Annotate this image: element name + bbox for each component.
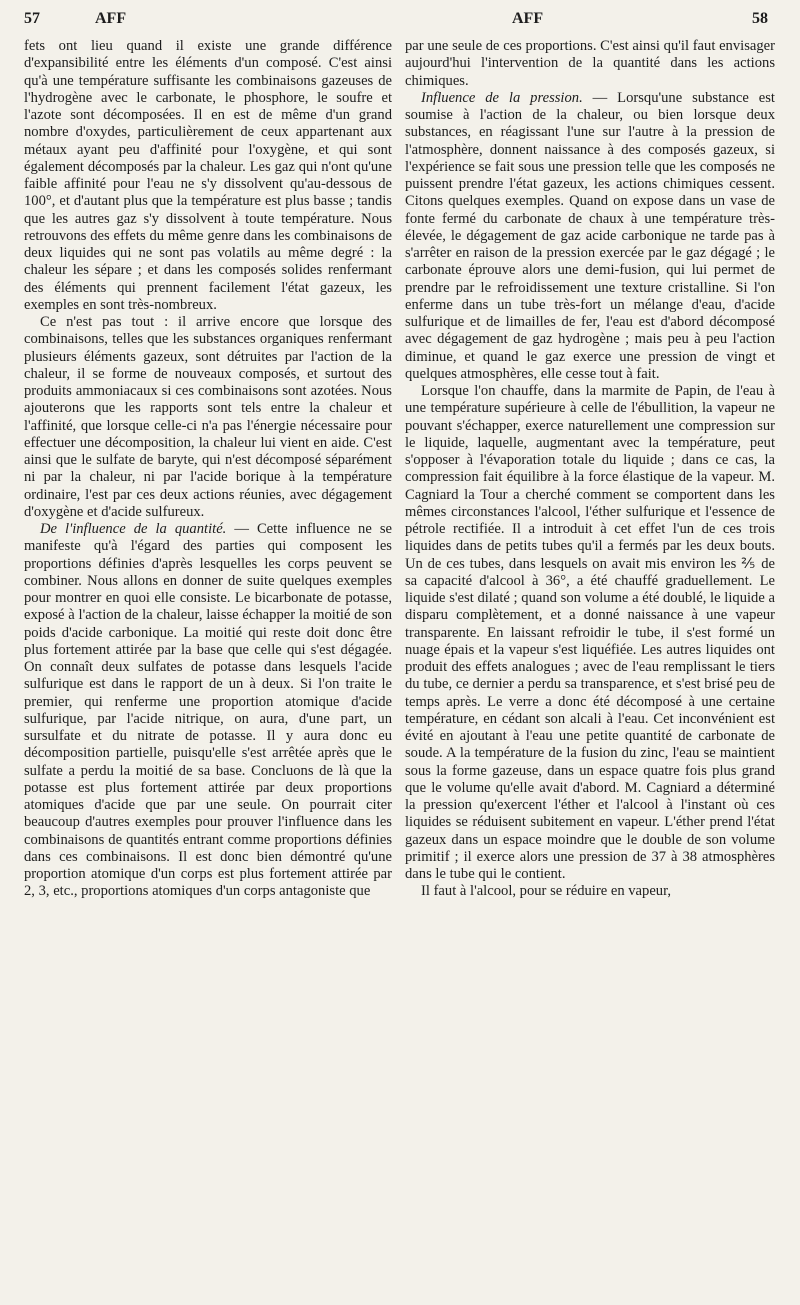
paragraph: par une seule de ces proportions. C'est ainsi qu'il faut envisager aujourd'hui l'intervention de la quantité dans les actions chimiques.	[405, 38, 775, 89]
right-column	[405, 38, 775, 1300]
paragraph: fets ont lieu quand il existe une grande différence d'expansibilité entre les éléments d'un composé. C'est ainsi qu'à une température suffisante les combinaisons gazeuses de l'hydrogène avec le carbonate, le phosphore, le soufre et l'azote sont décomposées. Il en est de même d'un grand nombre d'oxydes, particulièrement de ceux appartenant aux métaux ayant peu d'affinité pour l'oxygène, et qui sont également décomposés par la chaleur. Les gaz qui n'ont qu'une faible affinité pour l'eau ne s'y dissolvent qu'au-dessous de 100°, et d'autant plus que la température est plus basse ; tandis que les autres gaz s'y dissolvent à toute température. Nous retrouvons des effets du même genre dans les combinaisons de deux liquides qui ne sont pas volatils au même degré : la chaleur les sépare ; et dans les composés solides renfermant des éléments qui prennent facilement l'état gazeux, les exemples en sont très-nombreux.	[24, 38, 392, 313]
section-title: Influence de la pression.	[421, 89, 583, 106]
page-number-right: 58	[752, 10, 768, 27]
running-title-right: AFF	[512, 10, 544, 27]
paragraph-text: — Cette influence ne se manifeste qu'à l'égard des parties qui composent les proportions définies d'après lesquelles les corps peuvent se combiner. Nous allons en donner de suite quelques exemples pour montrer en quoi elle consiste. Le bicarbonate de potasse, exposé à l'action de la chaleur, laisse échapper la moitié de son poids d'acide carbonique. La moitié qui reste doit donc être plus fortement attirée par la base que celle qui s'est dégagée. On connaît deux sulfates de potasse dans lesquels l'acide sulfurique est dans le rapport de un à deux. Si l'on traite le premier, qui renferme une proportion atomique d'acide sulfurique, par l'acide nitrique, on aura, d'une part, un sursulfate et du nitrate de potasse. Il y aura donc eu décomposition partielle, puisqu'elle s'est arrêtée après que le sulfate a perdu la moitié de sa base. Concluons de là que la potasse est plus fortement attirée par deux proportions atomiques d'acide que par une seule. On pourrait citer beaucoup d'autres exemples pour prouver l'influence dans les combinaisons de quantités entrant comme proportions définies dans ces combinaisons. Il est donc bien démontré qu'une proportion atomique d'un corps est plus fortement attirée par 2, 3, etc., proportions atomiques d'un corps antagoniste que	[24, 521, 392, 900]
section-paragraph	[405, 90, 775, 383]
paragraph: Ce n'est pas tout : il arrive encore que lorsque des combinaisons, telles que les substances organiques renfermant plusieurs éléments gazeux, sont détruites par l'action de la chaleur, il se forme de nouveaux composés, et surtout des produits ammoniacaux si ces combinaisons sont azotées. Nous ajouterons que les rapports sont tels entre la chaleur et l'affinité, que lorsque celle-ci n'a pas l'énergie nécessaire pour effectuer une décomposition, la chaleur lui vient en aide. C'est ainsi que le sulfate de baryte, qui n'est décomposé séparément ni par la chaleur, ni par l'acide borique à la température ordinaire, l'est par ces deux actions réunies, avec dégagement d'oxygène et d'acide sulfureux.	[24, 314, 392, 520]
section-paragraph	[24, 521, 392, 901]
page-header	[0, 10, 800, 34]
left-column	[24, 38, 392, 1300]
paragraph: Il faut à l'alcool, pour se réduire en vapeur,	[421, 883, 672, 900]
section-title: De l'influence de la quantité.	[40, 521, 227, 537]
page-number-left: 57	[24, 10, 40, 27]
paragraph: Lorsque l'on chauffe, dans la marmite de Papin, de l'eau à une température supérieure à celle de l'ébullition, la vapeur ne pouvant s'échapper, exerce naturellement une compression sur le liquide, laquelle, augmentant avec la température, peut s'opposer à l'évaporation totale du liquide ; dans ce cas, la compression fait équilibre à la force élastique de la vapeur. M. Cagniard la Tour a cherché comment se comportent dans les mêmes circonstances l'alcool, l'éther sulfurique et l'essence de pétrole rectifiée. Il a introduit à cet effet l'un de ces trois liquides dans de petits tubes qu'il a fermés par les deux bouts. Un de ces tubes, dans lesquels on avait mis environ les ⅖ de sa capacité d'alcool à 36°, a été chauffé graduellement. Le liquide s'est dilaté ; quand son volume a été doublé, le liquide a disparu complètement, et a donné naissance à une vapeur transparente. En laissant refroidir le tube, il s'est formé un nuage épais et la vapeur s'est liquéfiée. Les autres liquides ont produit des effets analogues ; avec de l'eau remplissant le tiers du tube, ce dernier a perdu sa transparence, et s'est brisé peu de temps après. Le verre a donc été décomposé à une certaine température, en cédant son alcali à l'eau. Cet inconvénient est évité en ajoutant à l'eau une petite quantité de carbonate de soude. A la température de la fusion du zinc, l'eau se maintient sous la forme gazeuse, dans un espace quatre fois plus grand que le volume qu'elle avait d'abord. M. Cagniard a déterminé la pression qu'exercent l'éther et l'alcool à l'instant où ces liquides se réduisent subitement en vapeur. L'éther prend l'état gazeux dans un espace moindre que le double de son volume primitif ; il exerce alors une pression de 37 à 38 atmosphères dans le tube qui le contient.	[405, 383, 775, 882]
running-title-left: AFF	[95, 10, 127, 27]
paragraph-text: — Lorsqu'une substance est soumise à l'action de la chaleur, ou bien lorsque deux substances, en réagissant l'une sur l'autre à la pression de l'atmosphère, donnent naissance à des composés gazeux, si l'expérience se fait sous une pression telle que les composés ne puissent prendre l'état gazeux, les actions chimiques cessent. Citons quelques exemples. Quand on expose dans un vase de fonte fermé du carbonate de chaux à une température très-élevée, le dégagement de gaz acide carbonique ne tarde pas à s'arrêter en raison de la pression exercée par le gaz dégagé ; le carbonate éprouve alors une demi-fusion, qui lui permet de prendre par le refroidissement une texture cristalline. Si l'on enferme dans un tube très-fort un mélange d'eau, d'acide sulfurique et de limailles de fer, l'eau est d'abord décomposé avec dégagement de gaz hydrogène ; mais peu à peu l'action diminue, et quand le gaz exerce une pression de vingt et quelques atmosphères, elle cesse tout à fait.	[405, 89, 775, 382]
